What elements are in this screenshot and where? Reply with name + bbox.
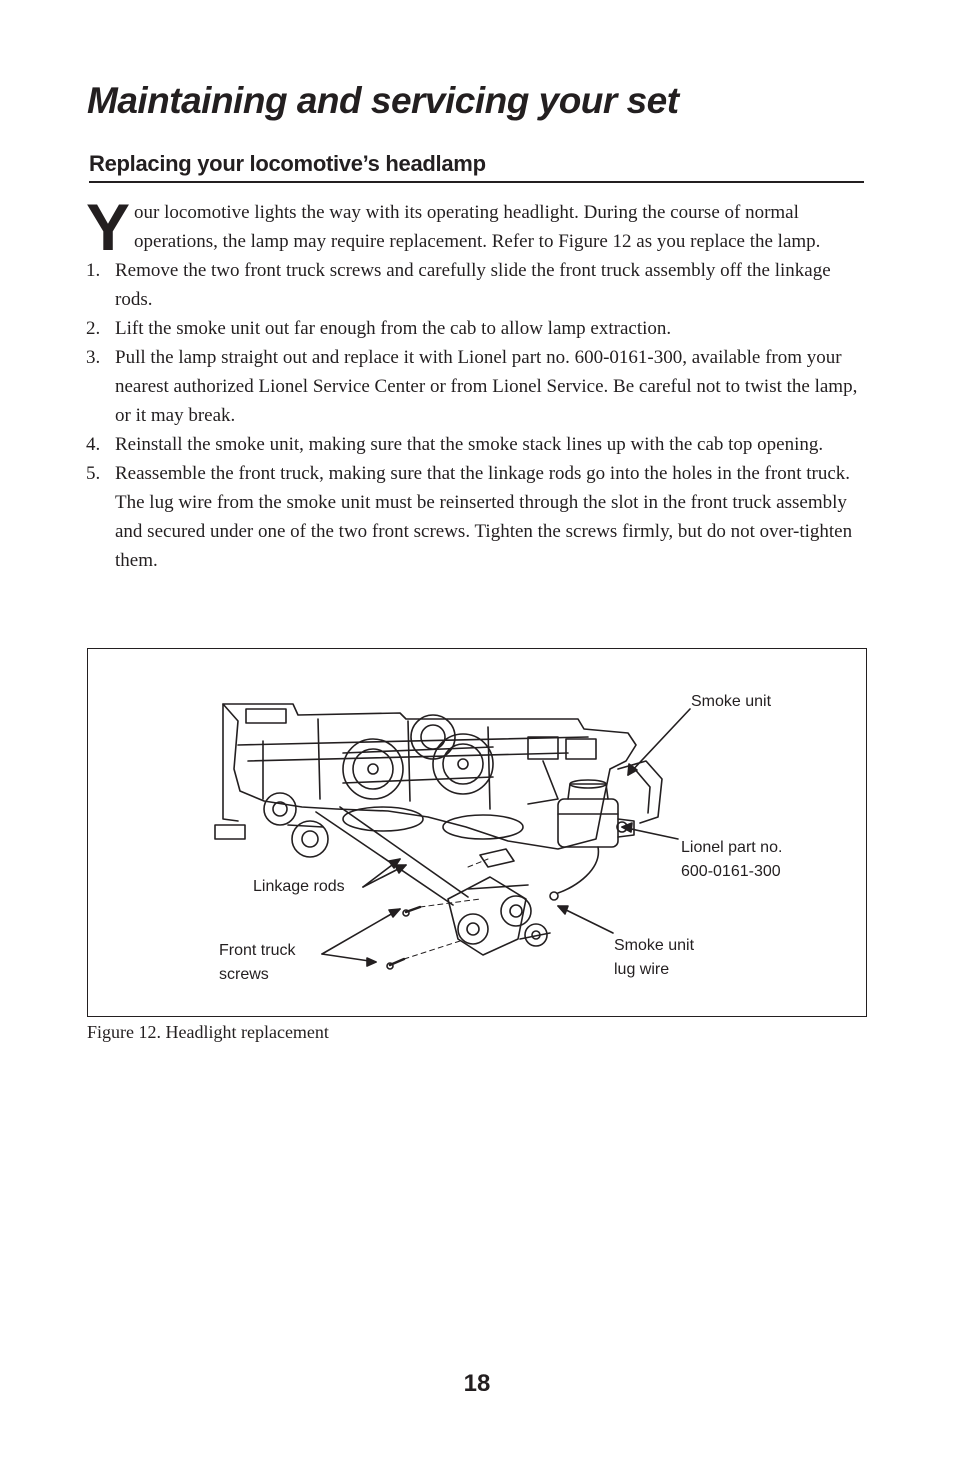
front-truck-screws-label-line2: screws: [219, 966, 269, 983]
step-item: [86, 459, 871, 575]
lamp-part-label-line1: Lionel part no.: [681, 839, 783, 856]
step-number: 4.: [86, 434, 101, 455]
step-text: Remove the two front truck screws and carefully slide the front truck assembly off the linkage rods.: [115, 260, 831, 310]
step-text: Lift the smoke unit out far enough from the cab to allow lamp extraction.: [115, 318, 672, 339]
step-number: 5.: [86, 463, 101, 484]
body-text: [86, 190, 871, 575]
instruction-steps: [86, 256, 871, 575]
step-item: [86, 430, 871, 459]
lamp-part-label-line2: 600-0161-300: [681, 863, 781, 880]
step-number: 1.: [86, 260, 101, 281]
intro-text: our locomotive lights the way with its operating headlight. During the course of normal operations, the lamp may require replacement. Refer to Figure 12 as you replace the lamp.: [134, 202, 821, 252]
lug-wire-label-line2: lug wire: [614, 961, 670, 978]
step-text: Pull the lamp straight out and replace it with Lionel part no. 600-0161-300, available from your nearest authorized Lionel Service Center or from Lionel Service. Be careful not to twist the lamp, or it may break.: [115, 347, 858, 426]
lug-wire-label-line1: Smoke unit: [614, 937, 695, 954]
step-item: [86, 343, 871, 430]
step-item: [86, 314, 871, 343]
step-text: Reassemble the front truck, making sure that the linkage rods go into the holes in the front truck. The lug wire from the smoke unit must be reinserted through the slot in the front truck assembly and secured under one of the two front screws. Tighten the screws firmly, but do not over-tighten them.: [115, 463, 853, 571]
figure-caption: Figure 12. Headlight replacement: [87, 1022, 329, 1042]
linkage-rods-label: Linkage rods: [253, 878, 345, 895]
figure-frame: [87, 648, 867, 1017]
page-title: Maintaining and servicing your set: [87, 80, 679, 121]
page-number: 18: [463, 1370, 491, 1397]
drop-cap: Y: [86, 190, 131, 264]
intro-paragraph: [86, 190, 871, 264]
front-truck-screws-label-line1: Front truck: [219, 942, 296, 959]
step-item: [86, 256, 871, 314]
step-number: 3.: [86, 347, 101, 368]
smoke-unit-label: Smoke unit: [691, 693, 772, 710]
step-number: 2.: [86, 318, 101, 339]
step-text: Reinstall the smoke unit, making sure that the smoke stack lines up with the cab top opening.: [115, 434, 824, 455]
section-heading: Replacing your locomotive’s headlamp: [89, 151, 864, 183]
